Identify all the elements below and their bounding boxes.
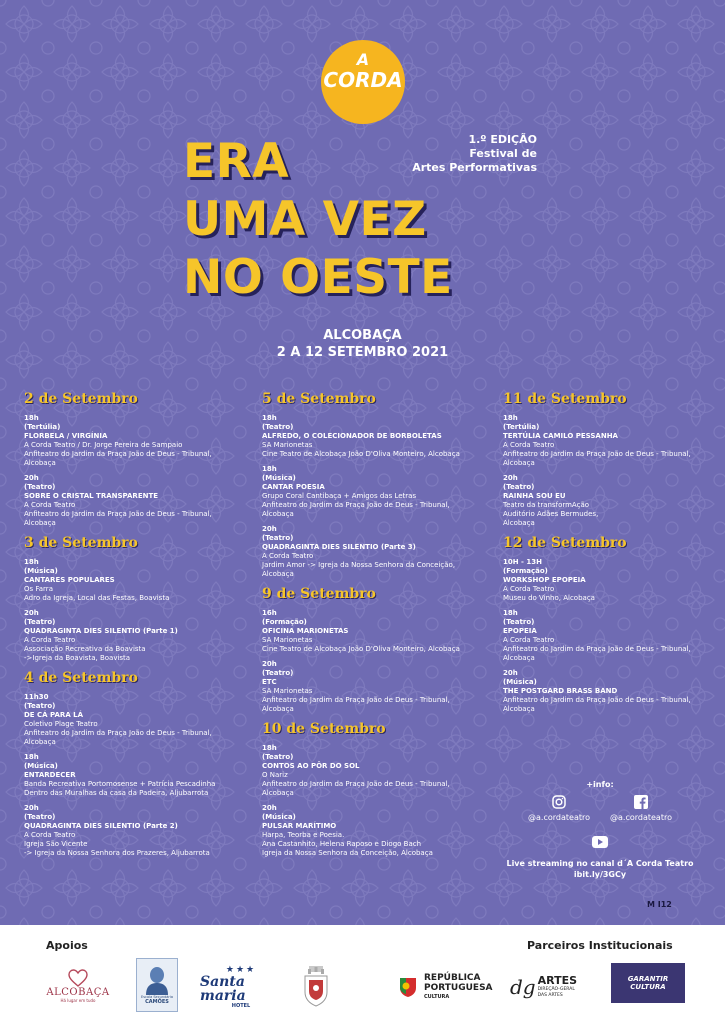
event-item [262, 660, 492, 714]
event-item [24, 558, 249, 603]
santa-maria-hotel: HOTEL [231, 1003, 251, 1009]
day-title: 3 de Setembro [24, 535, 138, 551]
poster-code: M I12 [647, 900, 672, 909]
edition-block [412, 133, 537, 175]
santa-maria-name: Santa maria [200, 974, 246, 1004]
parceiros-label: Parceiros Institucionais [527, 939, 673, 952]
event-item [503, 474, 713, 528]
event-name: SOBRE O CRISTAL TRANSPARENTE [24, 492, 159, 500]
event-category: (Música) [262, 474, 296, 482]
day-title: 11 de Setembro [503, 391, 627, 407]
event-time: 18h [262, 465, 277, 473]
day-title: 5 de Setembro [262, 391, 376, 407]
event-item [24, 753, 249, 798]
garantir-line-2: CULTURA [630, 983, 666, 991]
event-time: 20h [24, 804, 39, 812]
event-item [503, 609, 713, 663]
alcobaca-name: ALCOBAÇA [46, 987, 110, 998]
event-detail: SA Marionetas [262, 687, 313, 695]
garantir-line-1: GARANTIR [627, 975, 669, 983]
event-time: 20h [503, 474, 518, 482]
facebook-link[interactable] [610, 795, 672, 822]
camoes-name: CAMÕES [145, 999, 169, 1005]
footer [0, 925, 725, 1024]
event-detail: Os Farra [24, 585, 53, 593]
event-item [24, 693, 249, 747]
event-category: (Música) [24, 762, 58, 770]
event-detail: -> Igreja da Nossa Senhora dos Prazeres, Aljubarrota [24, 849, 210, 857]
day-block [24, 534, 249, 663]
event-item [503, 669, 713, 714]
schedule-column-2 [262, 390, 492, 864]
dgartes-logo [510, 961, 600, 1013]
event-name: CONTOS AO PÔR DO SOL [262, 762, 360, 770]
apoios-label: Apoios [46, 939, 88, 952]
event-detail: A Corda Teatro [24, 501, 76, 509]
event-detail: A Corda Teatro [503, 585, 555, 593]
place-block [0, 327, 725, 361]
event-detail: Dentro das Muralhas da casa da Padeira, Aljubarrota [24, 789, 209, 797]
dgartes-text [538, 975, 577, 999]
day-title: 10 de Setembro [262, 721, 386, 737]
event-category: (Teatro) [262, 669, 294, 677]
event-detail: Igreja São Vicente [24, 840, 88, 848]
event-detail: Museu do Vinho, Alcobaça [503, 594, 595, 602]
event-item [24, 414, 249, 468]
event-time: 18h [24, 558, 39, 566]
instagram-link[interactable] [528, 795, 590, 822]
santa-maria-stars: ★★★ [225, 965, 257, 975]
info-block [500, 780, 700, 880]
event-detail: Anfiteatro do Jardim da Praça João de Deus - Tribunal, [24, 450, 212, 458]
event-name: EPOPEIA [503, 627, 537, 635]
event-time: 16h [262, 609, 277, 617]
event-category: (Formação) [262, 618, 307, 626]
event-detail: O Nariz [262, 771, 288, 779]
event-detail: Anfiteatro do Jardim da Praça João de Deus - Tribunal, [503, 645, 691, 653]
event-detail: Alcobaça [503, 705, 535, 713]
event-time: 20h [24, 609, 39, 617]
camoes-portrait-icon [144, 965, 170, 995]
event-detail: Anfiteatro do Jardim da Praça João de Deus - Tribunal, [262, 696, 450, 704]
event-name: DE CÁ PARA LÁ [24, 711, 84, 719]
instagram-icon [552, 795, 566, 809]
title-line-3: NO OESTE [183, 250, 453, 305]
event-time: 20h [262, 804, 277, 812]
dgartes-dg: dg [510, 975, 536, 999]
social-links [500, 795, 700, 822]
event-detail: A Corda Teatro [24, 636, 76, 644]
event-time: 18h [503, 609, 518, 617]
event-detail: Grupo Coral Cantibaça + Amigos das Letras [262, 492, 417, 500]
event-item [24, 474, 249, 528]
event-name: FLORBELA / VIRGÍNIA [24, 432, 108, 440]
event-detail: Teatro da transformAção [503, 501, 590, 509]
dgartes-line-3: DIREÇÃO-GERAL [537, 987, 575, 992]
event-detail: Igreja da Nossa Senhora da Conceição, Alcobaça [262, 849, 433, 857]
event-name: CANTAR POESIA [262, 483, 325, 491]
event-category: (Tertúlia) [24, 423, 61, 431]
title-line-1: ERA [183, 134, 290, 189]
event-category: (Música) [262, 813, 296, 821]
event-item [262, 525, 492, 579]
info-title: +info: [586, 780, 614, 789]
event-name: OFICINA MARIONETAS [262, 627, 349, 635]
event-category: (Tertúlia) [503, 423, 540, 431]
event-name: QUADRAGINTA DIES SILENTIO (Parte 1) [24, 627, 178, 635]
event-category: (Teatro) [24, 618, 56, 626]
title-line-2: UMA VEZ [183, 192, 427, 247]
event-time: 18h [24, 414, 39, 422]
republica-text [424, 973, 493, 1001]
day-title: 12 de Setembro [503, 535, 627, 551]
event-name: THE POSTGARD BRASS BAND [503, 687, 618, 695]
event-detail: Alcobaça [24, 738, 56, 746]
stream-text: Live streaming no canal d´A Corda Teatro [506, 859, 694, 868]
event-name: ETC [262, 678, 277, 686]
facebook-handle: @a.cordateatro [610, 813, 672, 822]
event-detail: Anfiteatro do Jardim da Praça João de Deus - Tribunal, [262, 780, 450, 788]
facebook-icon [634, 795, 648, 809]
republica-line-3: CULTURA [424, 994, 450, 1000]
logo-letter: A [356, 50, 370, 69]
event-category: (Música) [503, 678, 537, 686]
republica-line-2: PORTUGUESA [424, 983, 493, 993]
instagram-handle: @a.cordateatro [528, 813, 590, 822]
event-detail: Alcobaça [262, 510, 294, 518]
event-detail: Alcobaça [24, 519, 56, 527]
event-category: (Teatro) [262, 534, 294, 542]
day-block [24, 390, 249, 528]
event-item [24, 804, 249, 858]
event-name: PULSAR MARÍTIMO [262, 822, 337, 830]
event-detail: Anfiteatro do Jardim da Praça João de Deus - Tribunal, [262, 501, 450, 509]
schedule-column-1 [24, 390, 249, 864]
event-time: 18h [262, 414, 277, 422]
event-name: WORKSHOP EPOPEIA [503, 576, 586, 584]
a-corda-logo [321, 40, 405, 124]
event-category: (Teatro) [262, 423, 294, 431]
event-item [262, 744, 492, 798]
event-detail: Anfiteatro do Jardim da Praça João de Deus - Tribunal, [24, 729, 212, 737]
schedule-column-3 [503, 390, 713, 720]
event-time: 11h30 [24, 693, 49, 701]
event-detail: Anfiteatro do Jardim da Praça João de Deus - Tribunal, [503, 450, 691, 458]
republica-line-1: REPÚBLICA [424, 973, 481, 983]
event-detail: A Corda Teatro [503, 441, 555, 449]
event-category: (Teatro) [503, 618, 535, 626]
stream-link[interactable]: ibit.ly/3GCy [573, 870, 627, 879]
republica-portuguesa-logo [398, 961, 498, 1013]
event-detail: A Corda Teatro / Dr. Jorge Pereira de Sampaio [24, 441, 183, 449]
alcobaca-emblem-icon [68, 969, 88, 987]
logo-word: CORDA [323, 68, 403, 92]
coat-of-arms-icon [301, 964, 331, 1010]
day-block [262, 720, 492, 858]
day-title: 9 de Setembro [262, 586, 376, 602]
portugal-flag-emblem-icon [398, 976, 418, 998]
day-block [262, 585, 492, 714]
event-detail: Associação Recreativa da Boavista [24, 645, 146, 653]
event-time: 20h [24, 474, 39, 482]
event-category: (Música) [24, 567, 58, 575]
event-name: ENTARDECER [24, 771, 76, 779]
event-item [503, 558, 713, 603]
event-detail: Alcobaça [262, 705, 294, 713]
camoes-school: Escola Secundária [141, 995, 173, 999]
event-name: QUADRAGINTA DIES SILENTIO (Parte 2) [24, 822, 178, 830]
event-detail: SA Marionetas [262, 636, 313, 644]
event-detail: Alcobaça [24, 459, 56, 467]
event-detail: A Corda Teatro [262, 552, 314, 560]
event-item [503, 414, 713, 468]
event-category: (Formação) [503, 567, 548, 575]
day-block [24, 669, 249, 858]
event-detail: Anfiteatro do Jardim da Praça João de Deus - Tribunal, [24, 510, 212, 518]
event-detail: Cine Teatro de Alcobaça João D'Oliva Monteiro, Alcobaça [262, 645, 460, 653]
edition-arts: Artes Performativas [412, 161, 537, 174]
day-block [503, 390, 713, 528]
event-time: 18h [262, 744, 277, 752]
day-title: 2 de Setembro [24, 391, 138, 407]
event-category: (Teatro) [262, 753, 294, 761]
event-detail: Jardim Amor -> Igreja da Nossa Senhora da Conceição, [262, 561, 456, 569]
youtube-icon[interactable] [592, 836, 608, 848]
event-detail: Alcobaça [503, 654, 535, 662]
event-detail: Banda Recreativa Portomosense + Patrícia Pescadinha [24, 780, 216, 788]
event-item [262, 804, 492, 858]
event-detail: Anfiteatro do Jardim da Praça João de Deus - Tribunal, [503, 696, 691, 704]
event-detail: ->Igreja da Boavista, Boavista [24, 654, 131, 662]
city: ALCOBAÇA [323, 328, 402, 343]
event-time: 18h [24, 753, 39, 761]
event-category: (Teatro) [503, 483, 535, 491]
edition-festival: Festival de [469, 147, 537, 160]
event-detail: Coletivo Plage Teatro [24, 720, 98, 728]
event-detail: Ana Castanhito, Helena Raposo e Diogo Bach [262, 840, 422, 848]
event-detail: Harpa, Teorba e Poesia. [262, 831, 345, 839]
event-name: RAINHA SOU EU [503, 492, 566, 500]
event-time: 20h [262, 660, 277, 668]
event-detail: A Corda Teatro [503, 636, 555, 644]
event-time: 20h [503, 669, 518, 677]
dates: 2 A 12 SETEMBRO 2021 [276, 345, 449, 360]
dgartes-artes: ARTES [537, 974, 578, 987]
alcobaca-tagline: Há lugar em tudo [60, 998, 96, 1003]
event-time: 18h [503, 414, 518, 422]
garantir-cultura-logo [611, 963, 685, 1003]
event-category: (Teatro) [24, 813, 56, 821]
event-detail: Adro da Igreja, Local das Festas, Boavista [24, 594, 170, 602]
alcobaca-logo [38, 961, 118, 1011]
camoes-logo [136, 958, 178, 1012]
coat-of-arms-logo [298, 961, 334, 1013]
event-detail: Cine Teatro de Alcobaça João D'Oliva Monteiro, Alcobaça [262, 450, 460, 458]
event-time: 20h [262, 525, 277, 533]
dgartes-line-4: DAS ARTES [537, 993, 563, 998]
edition-number: 1.º EDIÇÃO [468, 133, 537, 146]
event-item [262, 414, 492, 459]
event-detail: Alcobaça [503, 519, 535, 527]
event-name: CANTARES POPULARES [24, 576, 115, 584]
event-detail: Alcobaça [262, 570, 294, 578]
day-block [503, 534, 713, 714]
event-detail: Alcobaça [503, 459, 535, 467]
event-time: 10H - 13H [503, 558, 542, 566]
event-item [262, 465, 492, 519]
event-detail: SA Marionetas [262, 441, 313, 449]
event-detail: A Corda Teatro [24, 831, 76, 839]
event-detail: Alcobaça [262, 789, 294, 797]
santa-maria-logo [200, 961, 282, 1013]
event-category: (Teatro) [24, 702, 56, 710]
event-detail: Auditório Adães Bermudes, [503, 510, 599, 518]
event-name: QUADRAGINTA DIES SILENTIO (Parte 3) [262, 543, 416, 551]
event-name: ALFREDO, O COLECIONADOR DE BORBOLETAS [262, 432, 442, 440]
event-category: (Teatro) [24, 483, 56, 491]
event-item [262, 609, 492, 654]
event-name: TERTÚLIA CAMILO PESSANHA [503, 432, 618, 440]
day-title: 4 de Setembro [24, 670, 138, 686]
day-block [262, 390, 492, 579]
event-item [24, 609, 249, 663]
